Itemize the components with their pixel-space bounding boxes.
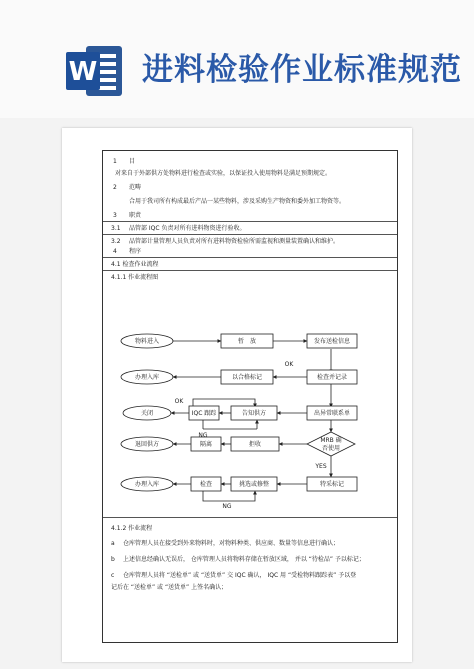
section-2-title: 范畴 — [129, 184, 142, 191]
section-2-number: 2 — [113, 184, 117, 191]
item-c-mark: c — [111, 572, 115, 579]
section-3-1-number: 3.1 — [111, 225, 121, 232]
item-c-text-continued: 记后在 “送检单” 或 “送货单” 上签名确认； — [111, 584, 228, 591]
section-3-number: 3 — [113, 212, 117, 219]
section-1-text: 对来自于外部供方处物料进行检查或实验，以保证投入使用物料是满足预期规定。 — [115, 170, 332, 177]
word-icon — [64, 40, 126, 102]
flow-label-inspect-record: 检查并记录 — [316, 374, 348, 381]
section-4-number: 4 — [113, 248, 117, 255]
flow-label-abnormal: 出异常联系单 — [313, 410, 351, 417]
item-b-text: 上述信息经确认无误后， 仓库管理人员将物料存储在暂放区域， 并以 “待检品” 予以标记； — [123, 556, 365, 563]
flow-label-warehouse-1: 办理入库 — [134, 374, 160, 381]
flow-label-reject: 拒收 — [248, 441, 262, 448]
section-3-2-text: 品管部计量管理人员负责对所有进料物资检验所需监视和测量装置确认和维护。 — [129, 238, 340, 245]
flow-label-ng-1: NG — [198, 432, 208, 439]
section-3-1-text: 品管部 IQC 负责对所有进料物资进行验收。 — [129, 225, 246, 232]
section-4-1-2-heading: 4.1.2 作业流程 — [111, 525, 153, 532]
word-icon-letter: W — [68, 57, 98, 87]
flow-label-sort-repair: 挑选或修整 — [238, 481, 270, 488]
flow-label-ok-1: OK — [284, 361, 294, 368]
flow-label-isolate: 隔离 — [199, 441, 213, 448]
divider — [103, 221, 397, 222]
flow-label-notify-supplier: 告知供方 — [241, 410, 267, 417]
divider — [103, 270, 397, 271]
flow-label-notify: 发布送检信息 — [313, 338, 351, 345]
flow-label-close: 关闭 — [140, 410, 154, 417]
divider — [103, 517, 397, 518]
section-4-title: 程序 — [129, 248, 142, 255]
flow-label-qualified-mark: 以合格标记 — [231, 374, 263, 381]
section-1-number: 1 — [113, 158, 117, 165]
document-frame — [102, 150, 398, 643]
flow-label-return-supplier: 退回供方 — [134, 441, 160, 448]
page-title: 进料检验作业标准规范 — [142, 52, 462, 88]
flow-label-yes: YES — [315, 463, 327, 470]
flow-label-warehouse-2: 办理入库 — [134, 481, 160, 488]
flow-label-ng-2: NG — [222, 503, 232, 509]
item-c-text: 仓库管理人员将 “送检单” 或 “送货单” 交 IQC 确认， IQC 用 “受检物料跟踪表” 予以登 — [123, 572, 357, 579]
flow-label-ok-2: OK — [174, 398, 184, 405]
flow-label-incoming: 物料进入 — [134, 338, 160, 345]
section-4-1-heading: 4.1 检查作业流程 — [111, 261, 159, 268]
divider — [103, 234, 397, 235]
flow-label-mrb-line-1: MRB 确 — [320, 437, 342, 444]
divider — [103, 257, 397, 258]
flow-label-temp: 暂 放 — [237, 338, 257, 345]
flow-label-special-mark: 特采标记 — [319, 481, 345, 488]
flow-label-mrb-line-2: 否使用 — [321, 445, 341, 452]
item-a-mark: a — [111, 540, 115, 547]
flow-label-iqc-track: IQC 跟踪 — [191, 410, 217, 417]
section-2-text: 合用于我司所有构成最后产品一某些物料，涉及采购生产物资和委外加工物资等。 — [129, 198, 346, 205]
flow-node-mrb — [307, 432, 355, 456]
item-a-text: 仓库管理人员在接受到外来物料时，对物料种类、供应商、数量等信息进行确认； — [123, 540, 340, 547]
section-4-1-1-heading: 4.1.1 作业流程图 — [111, 274, 159, 281]
flowchart — [117, 321, 385, 509]
section-3-2-number: 3.2 — [111, 238, 121, 245]
flow-label-check: 检查 — [199, 481, 213, 488]
item-b-mark: b — [111, 556, 115, 563]
section-3-title: 职责 — [129, 212, 142, 219]
section-1-title: 目 — [129, 158, 136, 165]
header-banner — [0, 0, 474, 118]
